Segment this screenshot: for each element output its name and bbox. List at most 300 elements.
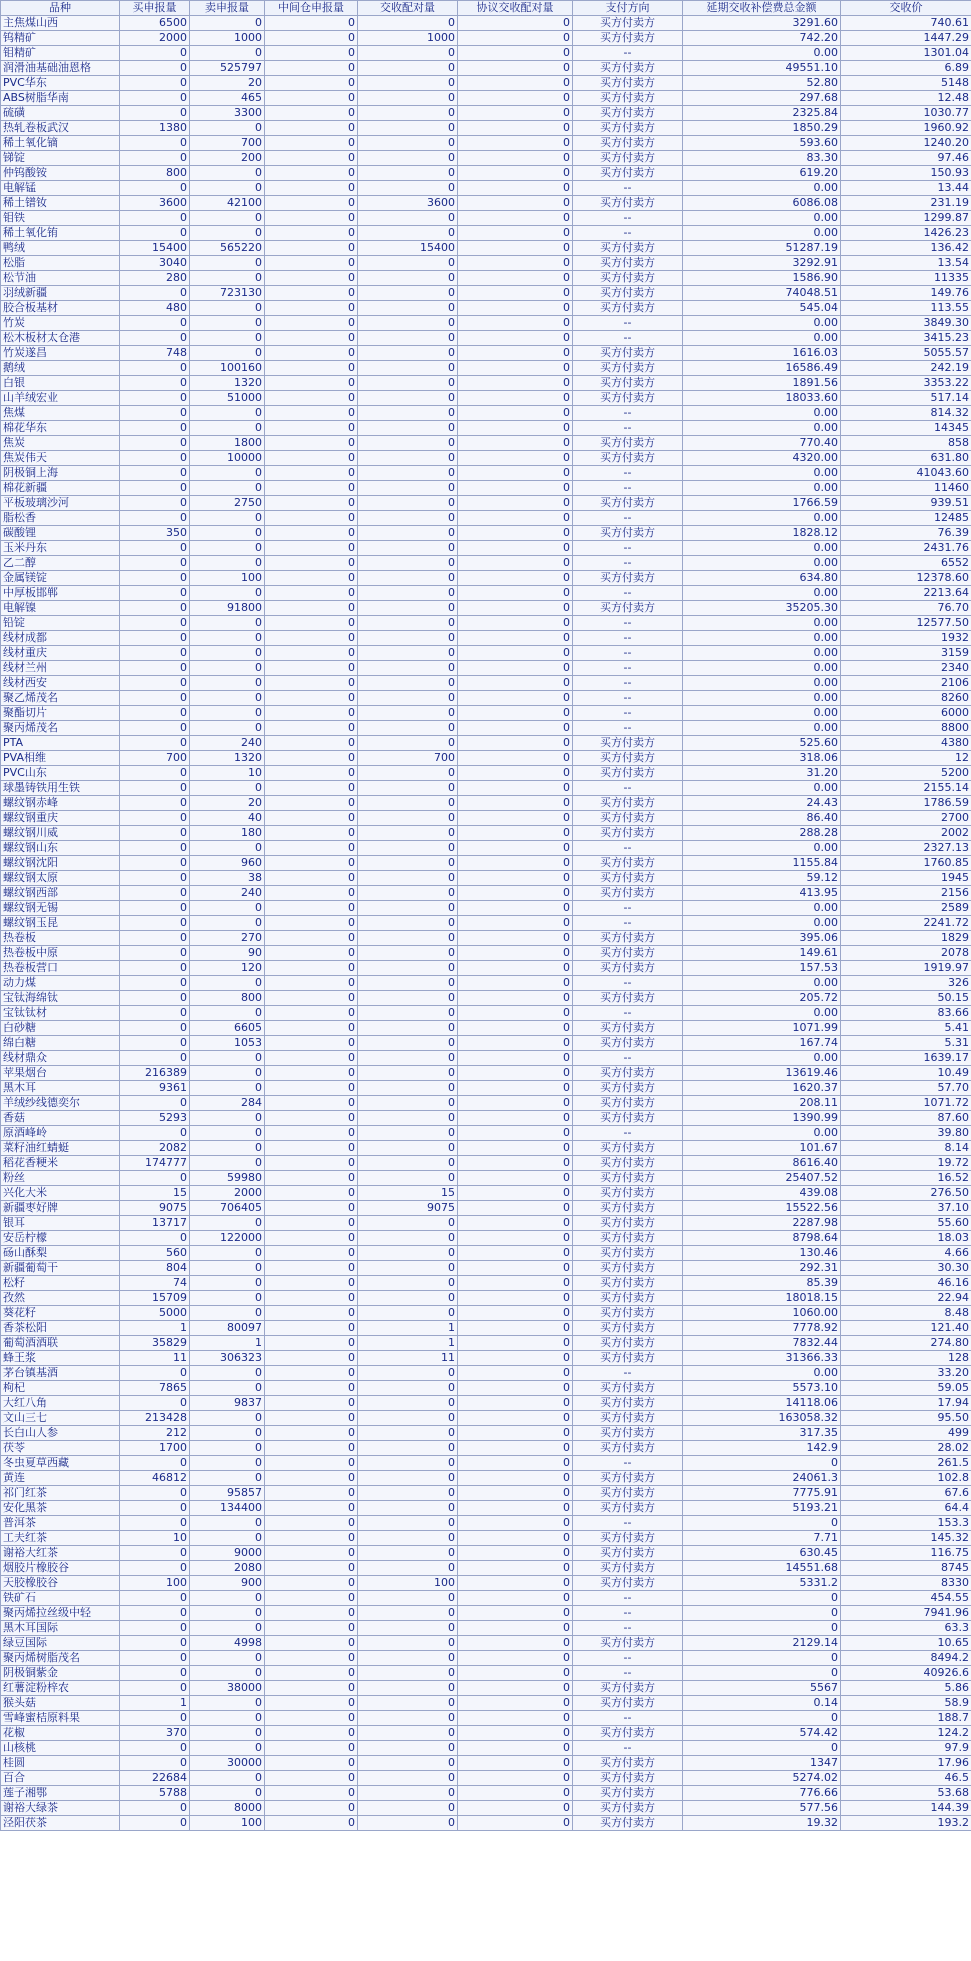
cell-compensation-total: 24.43: [683, 796, 841, 811]
cell-variety: 脂松香: [1, 511, 120, 526]
cell-variety: PVC山东: [1, 766, 120, 781]
cell-payment-direction: 买方付卖方: [573, 1786, 683, 1801]
cell-matched-volume: 0: [358, 1711, 458, 1726]
table-row: [1, 721, 971, 736]
cell-intermediate-declared: 0: [265, 1201, 358, 1216]
cell-settlement-price: 8330: [841, 1576, 971, 1591]
cell-compensation-total: 1850.29: [683, 121, 841, 136]
cell-compensation-total: 0.00: [683, 691, 841, 706]
cell-agreement-matched: 0: [458, 211, 573, 226]
cell-intermediate-declared: 0: [265, 1606, 358, 1621]
cell-matched-volume: 0: [358, 181, 458, 196]
cell-payment-direction: 买方付卖方: [573, 1381, 683, 1396]
cell-payment-direction: 买方付卖方: [573, 1441, 683, 1456]
cell-payment-direction: --: [573, 631, 683, 646]
cell-settlement-price: 1919.97: [841, 961, 971, 976]
cell-matched-volume: 0: [358, 1486, 458, 1501]
cell-sell-declared: 100160: [190, 361, 265, 376]
cell-agreement-matched: 0: [458, 436, 573, 451]
cell-sell-declared: 10000: [190, 451, 265, 466]
cell-intermediate-declared: 0: [265, 886, 358, 901]
cell-intermediate-declared: 0: [265, 736, 358, 751]
cell-payment-direction: 买方付卖方: [573, 1801, 683, 1816]
cell-sell-declared: 706405: [190, 1201, 265, 1216]
cell-sell-declared: 0: [190, 1261, 265, 1276]
cell-intermediate-declared: 0: [265, 76, 358, 91]
cell-payment-direction: 买方付卖方: [573, 256, 683, 271]
table-row: [1, 1411, 971, 1426]
cell-payment-direction: --: [573, 181, 683, 196]
cell-matched-volume: 0: [358, 886, 458, 901]
cell-intermediate-declared: 0: [265, 1441, 358, 1456]
cell-matched-volume: 0: [358, 1651, 458, 1666]
cell-intermediate-declared: 0: [265, 646, 358, 661]
cell-payment-direction: 买方付卖方: [573, 1291, 683, 1306]
cell-sell-declared: 0: [190, 1516, 265, 1531]
table-row: [1, 586, 971, 601]
cell-payment-direction: --: [573, 1006, 683, 1021]
table-row: [1, 1666, 971, 1681]
cell-settlement-price: 16.52: [841, 1171, 971, 1186]
cell-buy-declared: 0: [120, 691, 190, 706]
cell-settlement-price: 3415.23: [841, 331, 971, 346]
table-row: [1, 196, 971, 211]
cell-sell-declared: 91800: [190, 601, 265, 616]
cell-matched-volume: 0: [358, 286, 458, 301]
cell-variety: 莲子湘鄂: [1, 1786, 120, 1801]
cell-compensation-total: 18018.15: [683, 1291, 841, 1306]
cell-settlement-price: 149.76: [841, 286, 971, 301]
cell-settlement-price: 28.02: [841, 1441, 971, 1456]
header-sell-declared: 卖申报量: [190, 1, 265, 16]
cell-compensation-total: 16586.49: [683, 361, 841, 376]
cell-payment-direction: --: [573, 901, 683, 916]
cell-sell-declared: 0: [190, 1381, 265, 1396]
cell-variety: 雪峰蜜桔原料果: [1, 1711, 120, 1726]
cell-compensation-total: 0: [683, 1666, 841, 1681]
cell-compensation-total: 208.11: [683, 1096, 841, 1111]
cell-matched-volume: 0: [358, 841, 458, 856]
cell-settlement-price: 1786.59: [841, 796, 971, 811]
cell-agreement-matched: 0: [458, 841, 573, 856]
table-row: [1, 1351, 971, 1366]
cell-payment-direction: 买方付卖方: [573, 946, 683, 961]
cell-settlement-price: 1299.87: [841, 211, 971, 226]
cell-variety: PVA相维: [1, 751, 120, 766]
cell-compensation-total: 0: [683, 1741, 841, 1756]
cell-buy-declared: 1700: [120, 1441, 190, 1456]
cell-payment-direction: 买方付卖方: [573, 196, 683, 211]
cell-settlement-price: 58.9: [841, 1696, 971, 1711]
table-row: [1, 796, 971, 811]
cell-settlement-price: 46.5: [841, 1771, 971, 1786]
cell-payment-direction: --: [573, 721, 683, 736]
cell-payment-direction: 买方付卖方: [573, 1261, 683, 1276]
cell-intermediate-declared: 0: [265, 1711, 358, 1726]
cell-sell-declared: 200: [190, 151, 265, 166]
cell-intermediate-declared: 0: [265, 436, 358, 451]
cell-compensation-total: 31366.33: [683, 1351, 841, 1366]
cell-intermediate-declared: 0: [265, 1681, 358, 1696]
table-row: [1, 1216, 971, 1231]
cell-compensation-total: 0.00: [683, 226, 841, 241]
cell-intermediate-declared: 0: [265, 1726, 358, 1741]
cell-intermediate-declared: 0: [265, 346, 358, 361]
cell-settlement-price: 12577.50: [841, 616, 971, 631]
cell-matched-volume: 0: [358, 1441, 458, 1456]
cell-intermediate-declared: 0: [265, 1576, 358, 1591]
cell-sell-declared: 0: [190, 1606, 265, 1621]
cell-payment-direction: 买方付卖方: [573, 1771, 683, 1786]
cell-agreement-matched: 0: [458, 46, 573, 61]
table-row: [1, 1006, 971, 1021]
cell-buy-declared: 0: [120, 841, 190, 856]
cell-matched-volume: 0: [358, 1621, 458, 1636]
cell-agreement-matched: 0: [458, 736, 573, 751]
cell-buy-declared: 0: [120, 976, 190, 991]
cell-payment-direction: 买方付卖方: [573, 991, 683, 1006]
cell-matched-volume: 11: [358, 1351, 458, 1366]
table-row: [1, 1171, 971, 1186]
cell-compensation-total: 1891.56: [683, 376, 841, 391]
cell-buy-declared: 5293: [120, 1111, 190, 1126]
cell-intermediate-declared: 0: [265, 976, 358, 991]
cell-payment-direction: 买方付卖方: [573, 1471, 683, 1486]
cell-settlement-price: 1960.92: [841, 121, 971, 136]
cell-agreement-matched: 0: [458, 1441, 573, 1456]
cell-settlement-price: 2431.76: [841, 541, 971, 556]
cell-agreement-matched: 0: [458, 1006, 573, 1021]
table-row: [1, 826, 971, 841]
cell-intermediate-declared: 0: [265, 481, 358, 496]
cell-intermediate-declared: 0: [265, 526, 358, 541]
cell-payment-direction: 买方付卖方: [573, 301, 683, 316]
cell-settlement-price: 499: [841, 1426, 971, 1441]
cell-payment-direction: 买方付卖方: [573, 1276, 683, 1291]
table-row: [1, 1456, 971, 1471]
cell-intermediate-declared: 0: [265, 871, 358, 886]
table-row: [1, 181, 971, 196]
cell-compensation-total: 130.46: [683, 1246, 841, 1261]
cell-compensation-total: 14551.68: [683, 1561, 841, 1576]
cell-matched-volume: 0: [358, 616, 458, 631]
cell-sell-declared: 0: [190, 616, 265, 631]
cell-payment-direction: 买方付卖方: [573, 1336, 683, 1351]
cell-sell-declared: 0: [190, 406, 265, 421]
cell-payment-direction: 买方付卖方: [573, 1231, 683, 1246]
table-row: [1, 1441, 971, 1456]
cell-buy-declared: 0: [120, 931, 190, 946]
cell-variety: 兴化大米: [1, 1186, 120, 1201]
cell-agreement-matched: 0: [458, 376, 573, 391]
cell-agreement-matched: 0: [458, 1816, 573, 1831]
cell-settlement-price: 3849.30: [841, 316, 971, 331]
table-row: [1, 1471, 971, 1486]
cell-settlement-price: 11460: [841, 481, 971, 496]
cell-variety: 线材西安: [1, 676, 120, 691]
cell-buy-declared: 0: [120, 1621, 190, 1636]
cell-variety: 葵花籽: [1, 1306, 120, 1321]
cell-settlement-price: 83.66: [841, 1006, 971, 1021]
cell-variety: 天胶橡胶谷: [1, 1576, 120, 1591]
cell-buy-declared: 560: [120, 1246, 190, 1261]
cell-compensation-total: 0.00: [683, 676, 841, 691]
cell-sell-declared: 0: [190, 526, 265, 541]
cell-matched-volume: 0: [358, 1141, 458, 1156]
cell-buy-declared: 22684: [120, 1771, 190, 1786]
cell-agreement-matched: 0: [458, 811, 573, 826]
cell-payment-direction: 买方付卖方: [573, 1531, 683, 1546]
cell-settlement-price: 1071.72: [841, 1096, 971, 1111]
cell-buy-declared: 100: [120, 1576, 190, 1591]
table-row: [1, 616, 971, 631]
cell-agreement-matched: 0: [458, 1426, 573, 1441]
cell-matched-volume: 0: [358, 1051, 458, 1066]
cell-variety: 阴极铜紫金: [1, 1666, 120, 1681]
cell-settlement-price: 1829: [841, 931, 971, 946]
cell-buy-declared: 15: [120, 1186, 190, 1201]
cell-sell-declared: 0: [190, 661, 265, 676]
cell-matched-volume: 0: [358, 961, 458, 976]
cell-payment-direction: --: [573, 1711, 683, 1726]
cell-payment-direction: --: [573, 1516, 683, 1531]
cell-agreement-matched: 0: [458, 31, 573, 46]
cell-compensation-total: 0.00: [683, 466, 841, 481]
cell-compensation-total: 0.00: [683, 406, 841, 421]
cell-variety: 胶合板基材: [1, 301, 120, 316]
cell-payment-direction: 买方付卖方: [573, 1561, 683, 1576]
cell-settlement-price: 12.48: [841, 91, 971, 106]
cell-intermediate-declared: 0: [265, 916, 358, 931]
cell-payment-direction: --: [573, 1741, 683, 1756]
cell-agreement-matched: 0: [458, 301, 573, 316]
cell-agreement-matched: 0: [458, 121, 573, 136]
cell-buy-declared: 0: [120, 1486, 190, 1501]
cell-sell-declared: 0: [190, 541, 265, 556]
cell-matched-volume: 0: [358, 1021, 458, 1036]
cell-payment-direction: 买方付卖方: [573, 271, 683, 286]
cell-matched-volume: 0: [358, 466, 458, 481]
cell-matched-volume: 0: [358, 1291, 458, 1306]
cell-payment-direction: 买方付卖方: [573, 1486, 683, 1501]
cell-payment-direction: 买方付卖方: [573, 91, 683, 106]
cell-buy-declared: 0: [120, 1681, 190, 1696]
table-row: [1, 436, 971, 451]
cell-compensation-total: 7832.44: [683, 1336, 841, 1351]
cell-settlement-price: 10.65: [841, 1636, 971, 1651]
cell-agreement-matched: 0: [458, 706, 573, 721]
cell-sell-declared: 6605: [190, 1021, 265, 1036]
cell-compensation-total: 205.72: [683, 991, 841, 1006]
cell-buy-declared: 0: [120, 1396, 190, 1411]
cell-sell-declared: 134400: [190, 1501, 265, 1516]
cell-buy-declared: 0: [120, 1126, 190, 1141]
cell-settlement-price: 39.80: [841, 1126, 971, 1141]
cell-payment-direction: 买方付卖方: [573, 1021, 683, 1036]
cell-variety: 葡萄酒酒联: [1, 1336, 120, 1351]
cell-settlement-price: 67.6: [841, 1486, 971, 1501]
table-row: [1, 1636, 971, 1651]
cell-intermediate-declared: 0: [265, 1591, 358, 1606]
cell-matched-volume: 0: [358, 1516, 458, 1531]
cell-intermediate-declared: 0: [265, 1456, 358, 1471]
cell-payment-direction: --: [573, 676, 683, 691]
cell-agreement-matched: 0: [458, 751, 573, 766]
cell-buy-declared: 0: [120, 781, 190, 796]
cell-variety: 平板玻璃沙河: [1, 496, 120, 511]
cell-settlement-price: 121.40: [841, 1321, 971, 1336]
cell-compensation-total: 413.95: [683, 886, 841, 901]
cell-variety: 羽绒新疆: [1, 286, 120, 301]
cell-compensation-total: 0: [683, 1651, 841, 1666]
cell-buy-declared: 0: [120, 1171, 190, 1186]
cell-variety: 润滑油基础油恩格: [1, 61, 120, 76]
cell-compensation-total: 634.80: [683, 571, 841, 586]
cell-settlement-price: 87.60: [841, 1111, 971, 1126]
cell-matched-volume: 0: [358, 1411, 458, 1426]
cell-settlement-price: 4380: [841, 736, 971, 751]
cell-sell-declared: 20: [190, 796, 265, 811]
cell-sell-declared: 120: [190, 961, 265, 976]
cell-agreement-matched: 0: [458, 1111, 573, 1126]
cell-buy-declared: 0: [120, 1606, 190, 1621]
cell-payment-direction: 买方付卖方: [573, 346, 683, 361]
cell-sell-declared: 0: [190, 646, 265, 661]
cell-payment-direction: --: [573, 691, 683, 706]
table-row: [1, 481, 971, 496]
cell-sell-declared: 240: [190, 886, 265, 901]
cell-variety: 线材兰州: [1, 661, 120, 676]
cell-agreement-matched: 0: [458, 1051, 573, 1066]
cell-buy-declared: 0: [120, 451, 190, 466]
cell-payment-direction: --: [573, 481, 683, 496]
cell-variety: 铅锭: [1, 616, 120, 631]
table-row: [1, 241, 971, 256]
cell-matched-volume: 0: [358, 541, 458, 556]
cell-intermediate-declared: 0: [265, 1486, 358, 1501]
cell-intermediate-declared: 0: [265, 616, 358, 631]
cell-agreement-matched: 0: [458, 1801, 573, 1816]
cell-variety: 主焦煤山西: [1, 16, 120, 31]
cell-settlement-price: 64.4: [841, 1501, 971, 1516]
cell-compensation-total: 1586.90: [683, 271, 841, 286]
cell-matched-volume: 0: [358, 811, 458, 826]
cell-compensation-total: 0: [683, 1711, 841, 1726]
cell-payment-direction: --: [573, 1651, 683, 1666]
cell-variety: 工夫红茶: [1, 1531, 120, 1546]
cell-variety: 松籽: [1, 1276, 120, 1291]
cell-buy-declared: 0: [120, 901, 190, 916]
cell-variety: 热卷板营口: [1, 961, 120, 976]
cell-intermediate-declared: 0: [265, 1066, 358, 1081]
cell-payment-direction: 买方付卖方: [573, 1636, 683, 1651]
cell-matched-volume: 0: [358, 1111, 458, 1126]
cell-buy-declared: 0: [120, 1366, 190, 1381]
cell-buy-declared: 216389: [120, 1066, 190, 1081]
cell-compensation-total: 7775.91: [683, 1486, 841, 1501]
cell-matched-volume: 0: [358, 526, 458, 541]
cell-agreement-matched: 0: [458, 1606, 573, 1621]
cell-matched-volume: 0: [358, 76, 458, 91]
cell-variety: 文山三七: [1, 1411, 120, 1426]
cell-payment-direction: --: [573, 1666, 683, 1681]
header-matched-volume: 交收配对量: [358, 1, 458, 16]
cell-matched-volume: 0: [358, 1381, 458, 1396]
table-row: [1, 526, 971, 541]
cell-payment-direction: 买方付卖方: [573, 1186, 683, 1201]
table-row: [1, 691, 971, 706]
cell-settlement-price: 5200: [841, 766, 971, 781]
cell-variety: 香菇: [1, 1111, 120, 1126]
cell-sell-declared: 0: [190, 1246, 265, 1261]
cell-matched-volume: 0: [358, 871, 458, 886]
cell-compensation-total: 24061.3: [683, 1471, 841, 1486]
cell-compensation-total: 74048.51: [683, 286, 841, 301]
cell-agreement-matched: 0: [458, 1081, 573, 1096]
cell-buy-declared: 0: [120, 61, 190, 76]
cell-agreement-matched: 0: [458, 451, 573, 466]
cell-sell-declared: 95857: [190, 1486, 265, 1501]
cell-buy-declared: 0: [120, 211, 190, 226]
table-row: [1, 781, 971, 796]
cell-matched-volume: 0: [358, 931, 458, 946]
table-row: [1, 136, 971, 151]
table-row: [1, 886, 971, 901]
cell-matched-volume: 0: [358, 1126, 458, 1141]
cell-variety: 螺纹钢玉昆: [1, 916, 120, 931]
cell-matched-volume: 0: [358, 631, 458, 646]
cell-settlement-price: 1639.17: [841, 1051, 971, 1066]
cell-variety: 螺纹钢山东: [1, 841, 120, 856]
cell-buy-declared: 5000: [120, 1306, 190, 1321]
cell-compensation-total: 1155.84: [683, 856, 841, 871]
cell-settlement-price: 46.16: [841, 1276, 971, 1291]
cell-payment-direction: 买方付卖方: [573, 496, 683, 511]
cell-agreement-matched: 0: [458, 871, 573, 886]
cell-buy-declared: 0: [120, 586, 190, 601]
cell-settlement-price: 144.39: [841, 1801, 971, 1816]
cell-payment-direction: 买方付卖方: [573, 1756, 683, 1771]
cell-settlement-price: 814.32: [841, 406, 971, 421]
cell-intermediate-declared: 0: [265, 31, 358, 46]
cell-sell-declared: 0: [190, 1156, 265, 1171]
cell-buy-declared: 0: [120, 76, 190, 91]
cell-matched-volume: 1000: [358, 31, 458, 46]
cell-buy-declared: 2082: [120, 1141, 190, 1156]
cell-compensation-total: 297.68: [683, 91, 841, 106]
cell-payment-direction: 买方付卖方: [573, 241, 683, 256]
table-row: [1, 1111, 971, 1126]
cell-variety: 螺纹钢西部: [1, 886, 120, 901]
cell-variety: 电解锰: [1, 181, 120, 196]
cell-intermediate-declared: 0: [265, 181, 358, 196]
cell-variety: 阴极铜上海: [1, 466, 120, 481]
cell-buy-declared: 174777: [120, 1156, 190, 1171]
cell-buy-declared: 10: [120, 1531, 190, 1546]
cell-matched-volume: 0: [358, 826, 458, 841]
table-row: [1, 76, 971, 91]
cell-settlement-price: 113.55: [841, 301, 971, 316]
cell-sell-declared: 0: [190, 1531, 265, 1546]
cell-matched-volume: 0: [358, 1531, 458, 1546]
cell-compensation-total: 0.00: [683, 721, 841, 736]
cell-sell-declared: 3300: [190, 106, 265, 121]
cell-sell-declared: 2080: [190, 1561, 265, 1576]
cell-variety: 动力煤: [1, 976, 120, 991]
table-row: [1, 1246, 971, 1261]
table-row: [1, 1306, 971, 1321]
table-row: [1, 1096, 971, 1111]
